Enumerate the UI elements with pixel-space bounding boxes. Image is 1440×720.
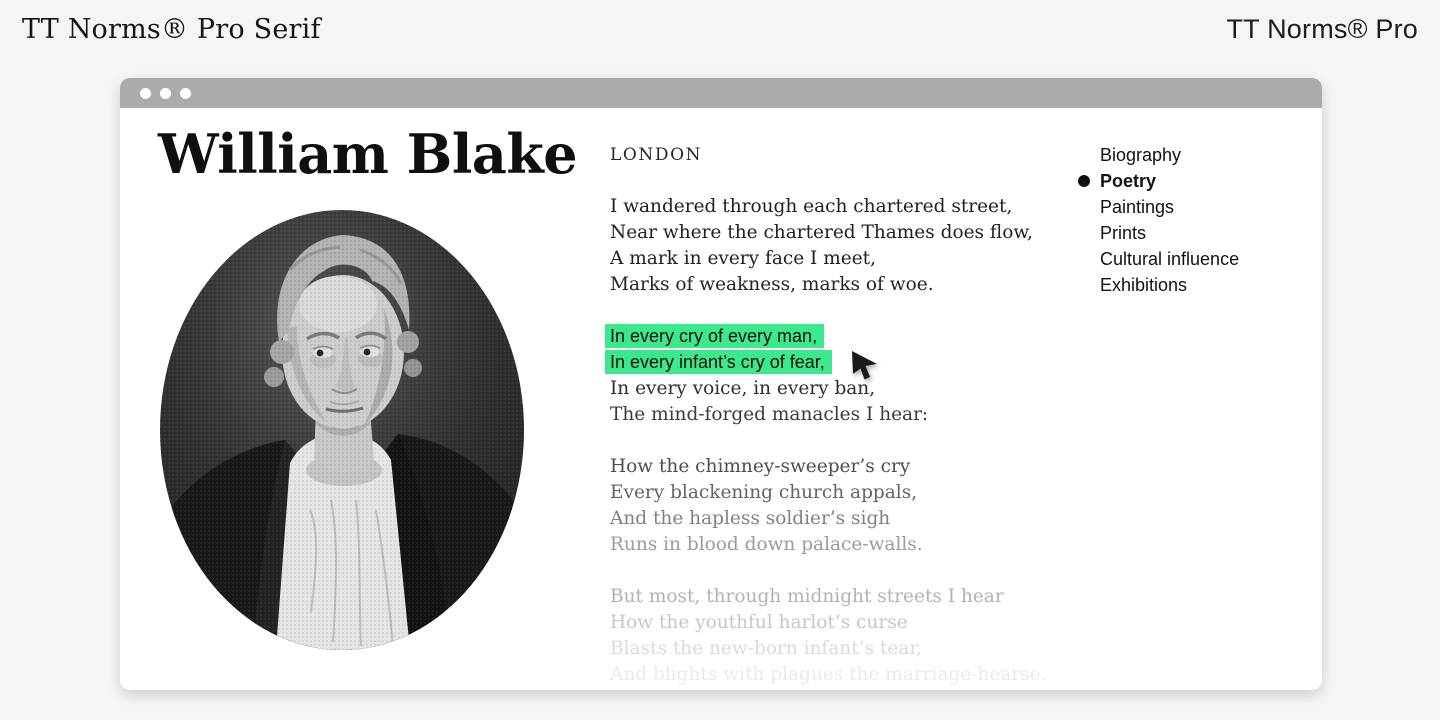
brand-sans-label: TT Norms® Pro <box>1226 14 1418 44</box>
side-nav <box>1100 142 1239 298</box>
poem-line-text: But most, through midnight streets I hear <box>610 586 1004 607</box>
browser-window <box>120 78 1322 690</box>
page-header <box>0 0 1440 45</box>
window-dot-icon[interactable] <box>140 88 151 99</box>
window-dots <box>140 88 200 99</box>
browser-titlebar[interactable] <box>120 78 1322 108</box>
poem-line <box>610 194 1090 220</box>
window-dot-icon[interactable] <box>180 88 191 99</box>
nav-item-exhibitions[interactable] <box>1100 272 1239 298</box>
portrait-image <box>160 210 524 650</box>
poem-stanza <box>610 324 1090 428</box>
poem-line-text: In every cry of every man, <box>605 324 824 348</box>
poem-line <box>610 506 1090 532</box>
nav-item-label: Biography <box>1100 145 1182 165</box>
poem-line <box>610 220 1090 246</box>
poem-stanzas <box>610 194 1090 688</box>
poem-line <box>610 454 1090 480</box>
poem-line-text: The mind-forged manacles I hear: <box>610 404 929 425</box>
poem-line <box>610 350 1090 376</box>
nav-item-prints[interactable] <box>1100 220 1239 246</box>
poem-line-text: Blasts the new-born infant’s tear, <box>610 638 923 659</box>
poem-stanza <box>610 584 1090 688</box>
poem-line <box>610 246 1090 272</box>
poem-line-text: Near where the chartered Thames does flow, <box>610 222 1033 243</box>
poem-line <box>610 376 1090 402</box>
poem-line-text: Marks of weakness, marks of woe. <box>610 274 934 295</box>
poem-line <box>610 532 1090 558</box>
window-content <box>120 108 1322 690</box>
poem-line-text: And blights with plagues the marriage-hearse. <box>610 664 1047 685</box>
nav-item-poetry[interactable] <box>1100 168 1239 194</box>
poem-line-text: I wandered through each chartered street, <box>610 196 1013 217</box>
nav-item-label: Exhibitions <box>1100 275 1188 295</box>
nav-item-label: Cultural influence <box>1100 249 1240 269</box>
poem-line <box>610 610 1090 636</box>
poem-line <box>610 480 1090 506</box>
window-dot-icon[interactable] <box>160 88 171 99</box>
poem-title: LONDON <box>610 145 703 165</box>
poem-line-text: In every infant’s cry of fear, <box>605 350 832 374</box>
brand-serif-label: TT Norms® Pro Serif <box>22 14 321 45</box>
poem-stanza <box>610 194 1090 298</box>
nav-item-label: Prints <box>1100 223 1147 243</box>
poem-line-text: Every blackening church appals, <box>610 482 918 503</box>
poem-line-text: How the youthful harlot’s curse <box>610 612 908 633</box>
poem-stanza <box>610 454 1090 558</box>
poem-line-text: And the hapless soldier’s sigh <box>610 508 891 529</box>
nav-item-cultural-influence[interactable] <box>1100 246 1239 272</box>
poem-line <box>610 584 1090 610</box>
poem-line <box>610 402 1090 428</box>
nav-item-label: Paintings <box>1100 197 1175 217</box>
poem-line <box>610 324 1090 350</box>
poem-line <box>610 662 1090 688</box>
nav-item-label: Poetry <box>1100 171 1157 191</box>
poem-section <box>610 142 1090 690</box>
william-blake-portrait-art <box>160 210 524 650</box>
active-bullet-icon <box>1078 175 1090 187</box>
cursor-arrow-icon <box>851 350 881 382</box>
poem-line-text: Runs in blood down palace-walls. <box>610 534 923 555</box>
poem-line <box>610 272 1090 298</box>
nav-item-biography[interactable] <box>1100 142 1239 168</box>
poem-line-text: A mark in every face I meet, <box>610 248 876 269</box>
nav-item-paintings[interactable] <box>1100 194 1239 220</box>
poem-line <box>610 636 1090 662</box>
page-title: William Blake <box>158 122 578 186</box>
poem-line-text: How the chimney-sweeper’s cry <box>610 456 911 477</box>
poem-line-text: In every voice, in every ban, <box>610 378 876 399</box>
